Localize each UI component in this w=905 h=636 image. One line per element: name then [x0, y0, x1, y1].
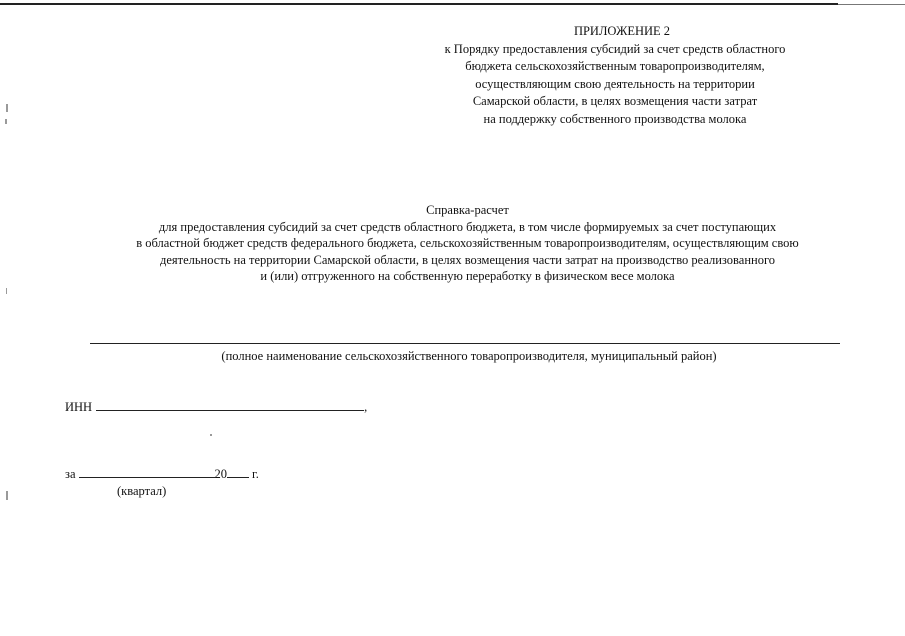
top-border-line [0, 3, 838, 5]
inn-label: ИНН [65, 400, 93, 414]
inn-blank[interactable] [96, 399, 364, 411]
appendix-heading: ПРИЛОЖЕНИЕ 2 [573, 24, 671, 38]
document-title [70, 202, 865, 285]
scan-speck [6, 104, 8, 112]
document-title-heading: Справка-расчет [426, 203, 509, 217]
document-title-line: деятельность на территории Самарской области, в целях возмещения части затрат на производство реализованного [159, 252, 776, 267]
appendix-header [410, 23, 820, 128]
producer-name-blank[interactable] [90, 343, 840, 344]
inn-field [65, 399, 367, 415]
scan-speck [6, 288, 7, 294]
period-field [65, 466, 259, 482]
year-suffix: г. [252, 467, 259, 481]
quarter-caption: (квартал) [117, 484, 167, 498]
year-prefix: 20 [214, 467, 227, 481]
producer-name-caption: (полное наименование сельскохозяйственного товаропроизводителя, муниципальный район) [221, 349, 717, 363]
producer-name-field [90, 343, 840, 364]
inn-trailing-comma: , [364, 400, 368, 414]
period-prefix: за [65, 467, 76, 481]
document-title-line: и (или) отгруженного на собственную переработку в физическом весе молока [260, 269, 675, 283]
scan-speck [210, 434, 212, 436]
appendix-line: на поддержку собственного производства молока [483, 111, 747, 126]
top-border-line-tail [838, 4, 905, 5]
appendix-line: бюджета сельскохозяйственным товаропроизводителям, [465, 59, 765, 73]
year-blank[interactable] [227, 466, 249, 478]
appendix-line: осуществляющим свою деятельность на территории [475, 76, 755, 91]
scan-speck [6, 491, 8, 500]
scan-speck [5, 119, 7, 124]
appendix-line: Самарской области, в целях возмещения части затрат [472, 94, 758, 108]
quarter-blank[interactable] [79, 466, 215, 478]
document-title-line: в областной бюджет средств федерального бюджета, сельскохозяйственным товаропроизводителям, осуществляющим свою [136, 236, 799, 250]
appendix-line: к Порядку предоставления субсидий за счет средств областного [444, 41, 786, 56]
document-title-line: для предоставления субсидий за счет средств областного бюджета, в том числе формируемых за счет поступающих [158, 219, 777, 234]
